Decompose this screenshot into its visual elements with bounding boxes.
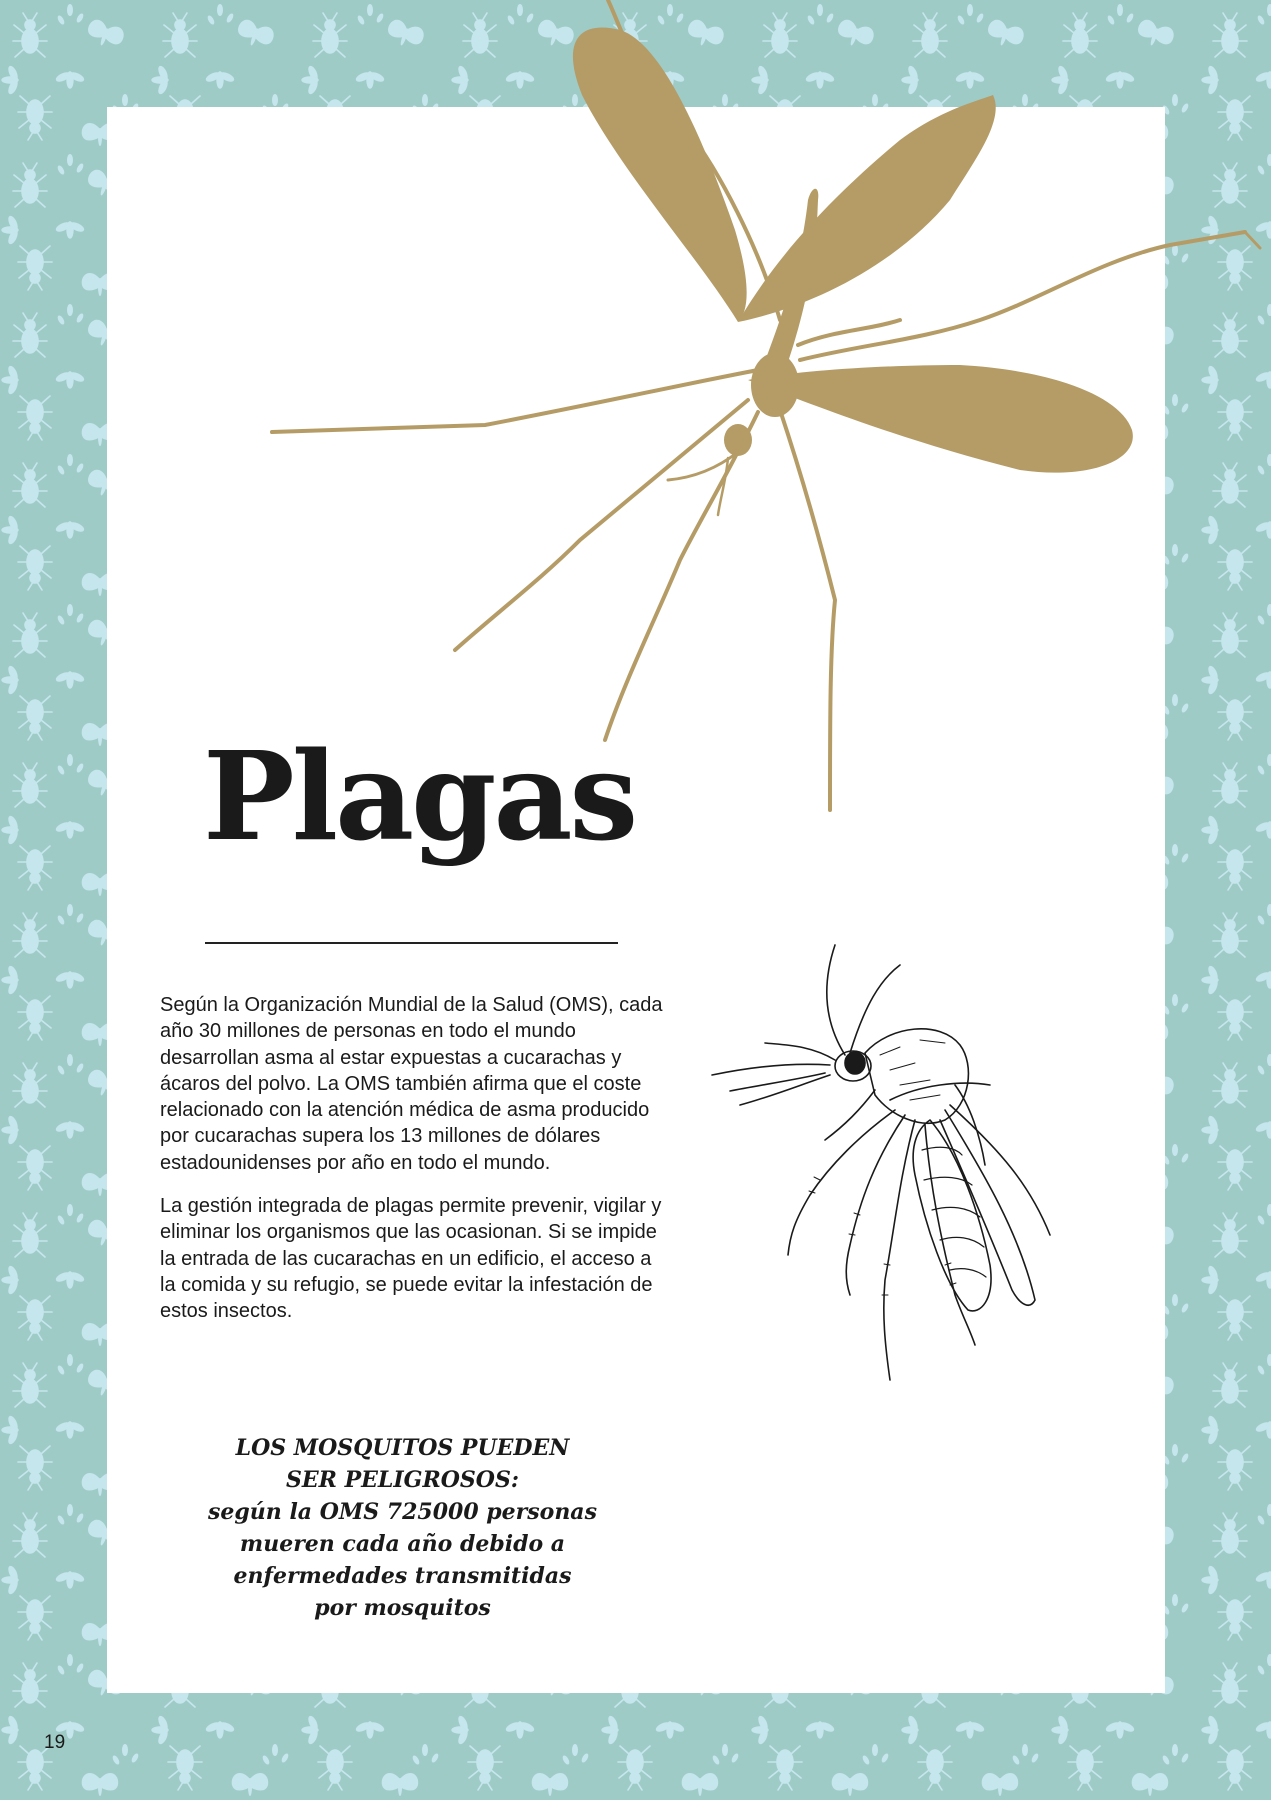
title-divider xyxy=(205,942,618,944)
page-number: 19 xyxy=(44,1732,66,1753)
callout-line: SER PELIGROSOS: xyxy=(286,1467,519,1493)
callout-line: enfermedades transmitidas xyxy=(233,1563,572,1589)
paragraph: Según la Organización Mundial de la Salud (OMS), cada año 30 millones de personas en todo el mundo desarrollan asma al estar expuestas a cucarachas y ácaros del polvo. La OMS también afirma que el coste relacionado con la atención médica de asma producido por cucarachas supera los 13 millones de dólares estadounidenses por año en todo el mundo. xyxy=(160,994,663,1174)
body-text xyxy=(160,992,670,1342)
callout-line: por mosquitos xyxy=(314,1595,491,1621)
mosquito-silhouette-icon xyxy=(260,0,1260,820)
paragraph: La gestión integrada de plagas permite prevenir, vigilar y eliminar los organismos que las ocasionan. Si se impide la entrada de las cucarachas en un edificio, el acceso a la comida y su refugio, se puede evitar la infestación de estos insectos. xyxy=(160,1195,662,1323)
callout-line: LOS MOSQUITOS PUEDEN xyxy=(235,1435,570,1461)
page-title: Plagas xyxy=(203,724,636,868)
callout-line: según la OMS 725000 personas xyxy=(208,1499,597,1525)
mosquito-drawing-icon xyxy=(700,935,1080,1415)
callout-line: mueren cada año debido a xyxy=(239,1531,566,1557)
mosquito-callout xyxy=(180,1432,625,1624)
